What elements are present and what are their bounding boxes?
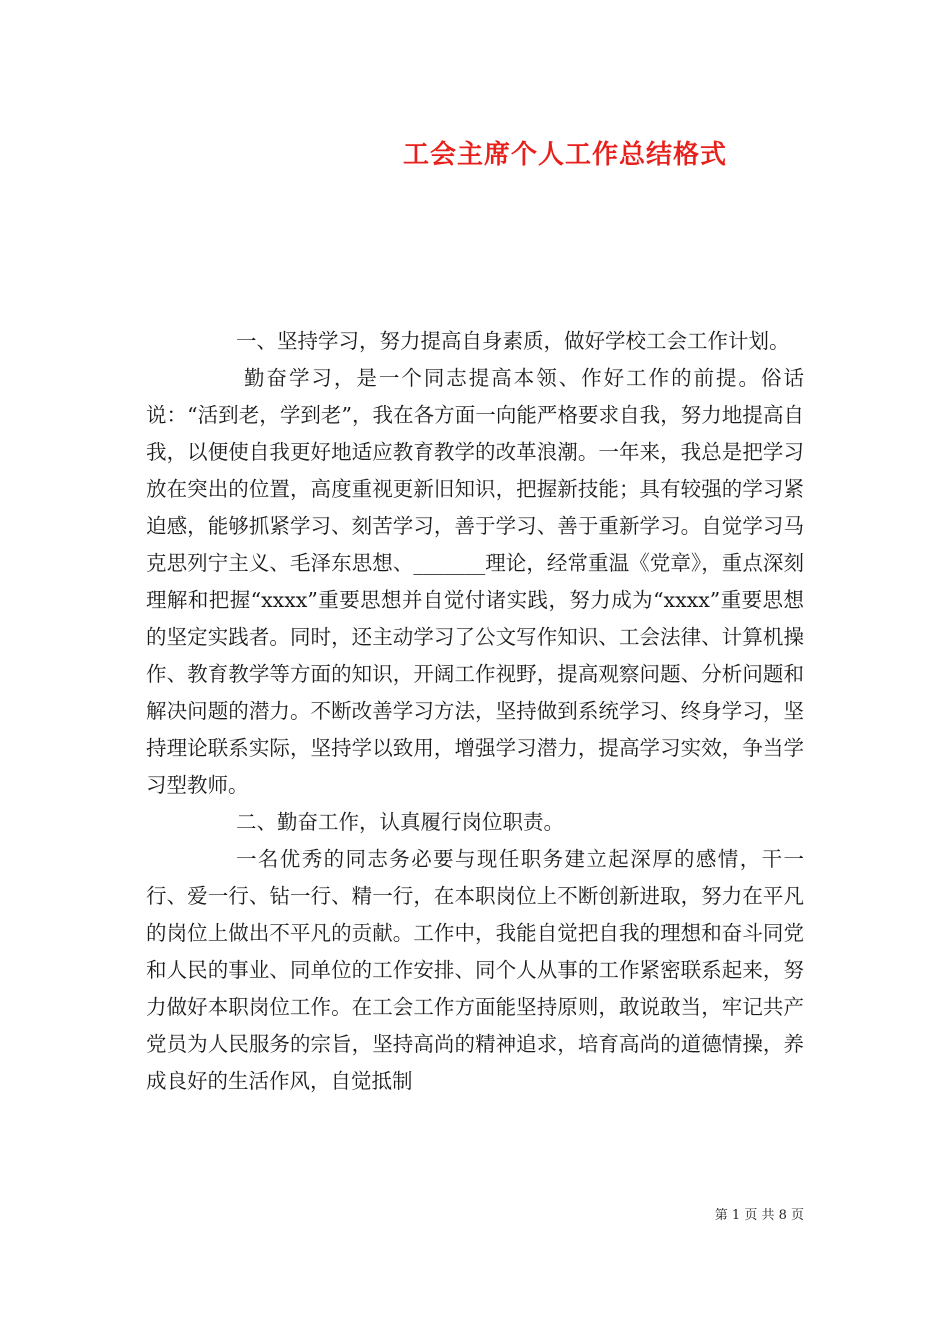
document-body (146, 323, 804, 1100)
section-heading-1: 一、坚持学习，努力提高自身素质，做好学校工会工作计划。 (236, 329, 790, 353)
section-heading-2: 二、勤奋工作，认真履行岗位职责。 (236, 810, 564, 834)
body-paragraph-1: 勤奋学习，是一个同志提高本领、作好工作的前提。俗话说：“活到老，学到老”，我在各方面一向能严格要求自我，努力地提高自我，以便使自我更好地适应教育教学的改革浪潮。一年来，我总是把学习放在突出的位置，高度重视更新旧知识，把握新技能；具有较强的学习紧迫感，能够抓紧学习、刻苦学习，善于学习、善于重新学习。自觉学习马克思列宁主义、毛泽东思想、_______理论，经常重温《党章》，重点深刻理解和把握“xxxx”重要思想并自觉付诸实践，努力成为“xxxx”重要思想的坚定实践者。同时，还主动学习了公文写作知识、工会法律、计算机操作、教育教学等方面的知识，开阔工作视野，提高观察问题、分析问题和解决问题的潜力。不断改善学习方法，坚持做到系统学习、终身学习，坚持理论联系实际，坚持学以致用，增强学习潜力，提高学习实效，争当学习型教师。 (146, 366, 804, 797)
page-number: 第 1 页 共 8 页 (714, 1208, 804, 1223)
document-title: 工会主席个人工作总结格式 (402, 140, 727, 170)
body-paragraph-2: 一名优秀的同志务必要与现任职务建立起深厚的感情，干一行、爱一行、钻一行、精一行，在本职岗位上不断创新进取，努力在平凡的岗位上做出不平凡的贡献。工作中，我能自觉把自我的理想和奋斗同党和人民的事业、同单位的工作安排、同个人从事的工作紧密联系起来，努力做好本职岗位工作。在工会工作方面能坚持原则，敢说敢当，牢记共产党员为人民服务的宗旨，坚持高尚的精神追求，培育高尚的道德情操，养成良好的生活作风，自觉抵制 (146, 847, 804, 1093)
